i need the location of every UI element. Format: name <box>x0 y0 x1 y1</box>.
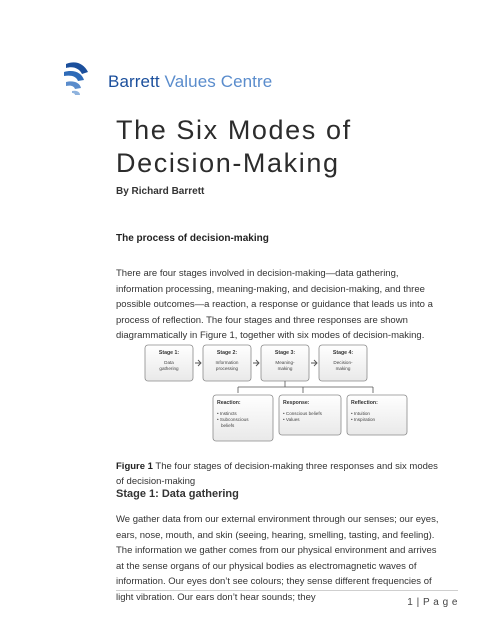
connector-lines <box>238 381 373 393</box>
stage-box-1 <box>145 345 193 381</box>
response-line-1: • Conscious beliefs <box>283 411 322 416</box>
stage-2-title: Stage 2: <box>216 350 238 356</box>
reaction-line-2: • Subconscious <box>217 417 249 422</box>
outcome-box-response <box>279 395 341 435</box>
reflection-line-2: • Inspiration <box>351 417 376 422</box>
figure-label: Figure 1 <box>116 461 153 472</box>
response-line-2: • Values <box>283 417 300 422</box>
stage-box-3 <box>261 345 309 381</box>
reaction-line-3: beliefs <box>221 423 235 428</box>
page-word: P a g e <box>422 597 458 608</box>
stage-4-title: Stage 4: <box>332 350 354 356</box>
stage-4-line-2: making <box>335 366 351 371</box>
outcome-box-reaction <box>213 395 273 441</box>
reflection-title: Reflection: <box>351 400 378 406</box>
stage-3-line-2: making <box>277 366 293 371</box>
stage-box-2 <box>203 345 251 381</box>
author-byline: By Richard Barrett <box>116 186 205 197</box>
paragraph-intro: There are four stages involved in decision-making—data gathering, information processing, meaning-making, and decision-making, and three possible outcomes—a reaction, a response or guidance that leads us into a process of reflection. The four stages and three responses are shown diagrammatically in Figure 1, together with six modes of decision-making. <box>116 268 433 341</box>
logo-word-barrett: Barrett <box>108 72 160 91</box>
section-heading: The process of decision-making <box>116 233 269 244</box>
stage-1-line-2: gathering <box>159 366 179 371</box>
document-title: The Six Modes of Decision-Making <box>116 115 352 178</box>
stage-3-line-1: Meaning- <box>275 360 295 365</box>
logo-wordmark <box>108 72 272 92</box>
decision-making-diagram <box>143 343 413 445</box>
reaction-title: Reaction: <box>217 400 241 406</box>
page-number: 1 <box>407 597 414 608</box>
figure-caption-text: The four stages of decision-making three responses and six modes of decision-making <box>116 461 438 487</box>
response-title: Response: <box>283 400 310 406</box>
reaction-line-1: • Instincts <box>217 411 237 416</box>
footer-separator: | <box>413 597 423 608</box>
logo-word-values-centre: Values Centre <box>164 72 273 91</box>
arrow-1-2 <box>195 360 201 366</box>
stage-2-line-1: Information <box>215 360 239 365</box>
stage-2-line-2: processing <box>215 366 239 371</box>
stage-3-title: Stage 3: <box>274 350 296 356</box>
footer-rule <box>116 590 458 591</box>
arrow-2-3 <box>253 360 259 366</box>
stage-1-line-1: Data <box>164 360 174 365</box>
stage-4-line-1: Decision- <box>333 360 353 365</box>
stage-1-title: Stage 1: <box>158 350 180 356</box>
figure-caption <box>116 459 446 489</box>
stage-box-4 <box>319 345 367 381</box>
paragraph-data-gathering: We gather data from our external environment through our senses; our eyes, ears, nose, mouth, and skin (seeing, hearing, smelling, tasting, and feeling). The information we gather comes from our physical environment and arrives at the sense organs of our physical bodies as electromagnetic waves of information. Our eyes don’t see colours; they sense different frequencies of light vibration. Our ears don’t hear sounds; they <box>116 514 439 603</box>
logo-mark-icon <box>62 58 104 98</box>
page-footer <box>407 597 458 608</box>
barrett-values-centre-logo <box>62 58 273 98</box>
subsection-heading: Stage 1: Data gathering <box>116 488 239 500</box>
arrow-3-4 <box>311 360 317 366</box>
outcome-box-reflection <box>347 395 407 435</box>
reflection-line-1: • Intuition <box>351 411 370 416</box>
